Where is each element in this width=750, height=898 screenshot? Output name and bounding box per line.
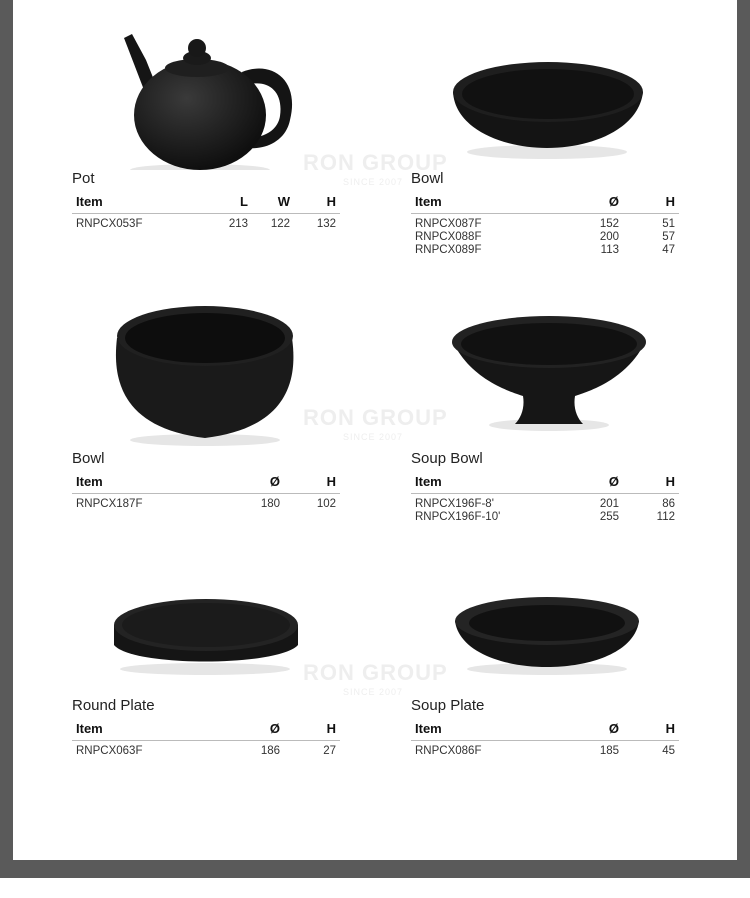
- value-diameter: 201: [599, 498, 619, 510]
- col-header-diameter: Ø: [236, 472, 284, 494]
- table-row: [411, 494, 679, 512]
- item-code: RNPCX089F: [415, 244, 482, 256]
- value-diameter: 113: [600, 244, 619, 256]
- product-card-pot: [72, 20, 340, 231]
- product-card-round-plate: [72, 547, 340, 758]
- item-code: RNPCX063F: [76, 745, 143, 757]
- product-title: Soup Bowl: [411, 450, 483, 467]
- table-row: [411, 231, 679, 244]
- product-card-bowl: [72, 300, 340, 511]
- table-row: [411, 244, 679, 257]
- item-code: RNPCX087F: [415, 218, 482, 230]
- watermark-sub: SINCE 2007: [343, 432, 404, 442]
- col-header-item: Item: [72, 192, 210, 214]
- catalog-sheet: [13, 0, 737, 860]
- value-h: 27: [323, 745, 336, 757]
- col-header-h: H: [284, 472, 340, 494]
- value-diameter: 255: [599, 511, 619, 523]
- product-card-bowl: [411, 20, 679, 257]
- value-diameter: 180: [260, 498, 280, 510]
- watermark-sub: SINCE 2007: [343, 687, 404, 697]
- col-header-item: Item: [72, 719, 236, 741]
- teapot-image: [72, 20, 340, 170]
- col-header-h: H: [623, 719, 679, 741]
- item-code: RNPCX187F: [76, 498, 143, 510]
- table-row: [411, 741, 679, 759]
- value-h: 132: [316, 218, 336, 230]
- table-row: [411, 511, 679, 524]
- spec-table: [411, 719, 679, 758]
- col-header-diameter: Ø: [575, 719, 623, 741]
- value-diameter: 186: [260, 745, 280, 757]
- col-header-h: H: [294, 192, 340, 214]
- product-title: Bowl: [411, 170, 444, 187]
- col-header-diameter: Ø: [575, 192, 623, 214]
- product-title: Pot: [72, 170, 95, 187]
- value-l: 213: [228, 218, 248, 230]
- col-header-diameter: Ø: [575, 472, 623, 494]
- watermark: RON GROUP: [303, 150, 448, 175]
- soup-bowl-image: [411, 300, 679, 450]
- watermark: RON GROUP: [303, 660, 448, 685]
- value-diameter: 200: [599, 231, 619, 243]
- watermark: RON GROUP: [303, 405, 448, 430]
- table-row: [72, 741, 340, 759]
- col-header-item: Item: [72, 472, 236, 494]
- item-code: RNPCX086F: [415, 745, 482, 757]
- spec-table: [72, 719, 340, 758]
- col-header-h: H: [623, 472, 679, 494]
- col-header-item: Item: [411, 192, 575, 214]
- value-w: 122: [270, 218, 290, 230]
- product-title: Soup Plate: [411, 697, 485, 714]
- spec-table: [72, 192, 340, 231]
- product-title: Round Plate: [72, 697, 155, 714]
- deep-bowl-image: [72, 300, 340, 450]
- item-code: RNPCX196F-8': [415, 498, 494, 510]
- table-row: [72, 214, 340, 232]
- value-h: 51: [662, 218, 675, 230]
- value-diameter: 152: [599, 218, 619, 230]
- watermark-sub: SINCE 2007: [343, 177, 404, 187]
- bottom-strip: [0, 878, 750, 898]
- spec-table: [411, 472, 679, 524]
- table-row: [72, 494, 340, 512]
- item-code: RNPCX053F: [76, 218, 143, 230]
- value-h: 47: [662, 244, 675, 256]
- value-h: 45: [662, 745, 675, 757]
- soup-plate-image: [411, 547, 679, 697]
- product-title: Bowl: [72, 450, 105, 467]
- spec-table: [72, 472, 340, 511]
- col-header-h: H: [284, 719, 340, 741]
- shallow-bowl-image: [411, 20, 679, 170]
- col-header-item: Item: [411, 472, 575, 494]
- round-plate-image: [72, 547, 340, 697]
- col-header-item: Item: [411, 719, 575, 741]
- col-header-diameter: Ø: [236, 719, 284, 741]
- table-row: [411, 214, 679, 232]
- col-header-w: W: [252, 192, 294, 214]
- item-code: RNPCX088F: [415, 231, 482, 243]
- product-card-soup-plate: [411, 547, 679, 758]
- item-code: RNPCX196F-10': [415, 511, 501, 523]
- value-diameter: 185: [599, 745, 619, 757]
- value-h: 57: [662, 231, 675, 243]
- value-h: 86: [662, 498, 675, 510]
- spec-table: [411, 192, 679, 257]
- value-h: 112: [656, 511, 675, 523]
- product-card-soup-bowl: [411, 300, 679, 524]
- value-h: 102: [316, 498, 336, 510]
- col-header-h: H: [623, 192, 679, 214]
- col-header-l: L: [210, 192, 252, 214]
